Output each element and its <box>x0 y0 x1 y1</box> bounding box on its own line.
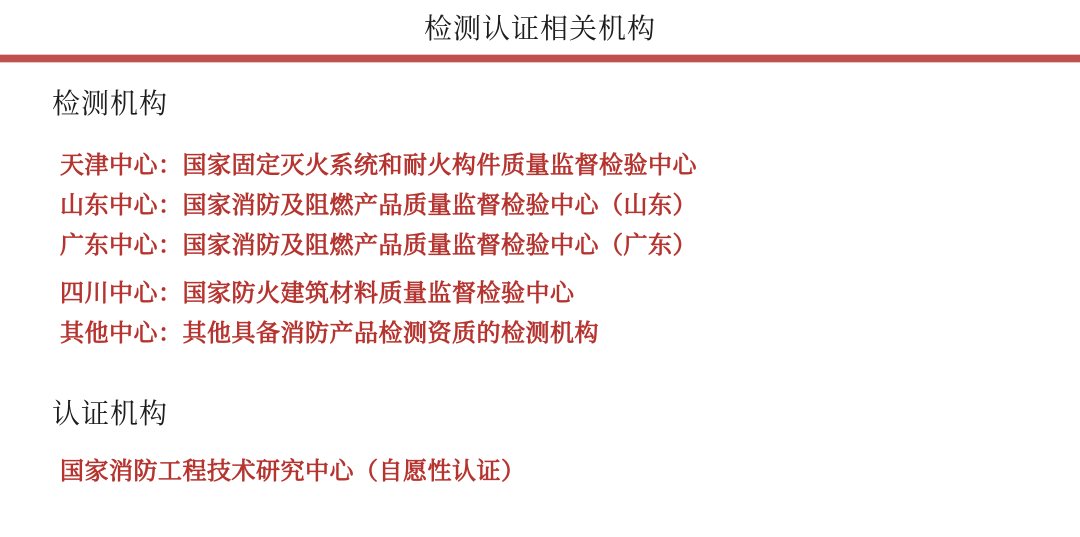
testing-org-item-other: 其他中心：其他具备消防产品检测资质的检测机构 <box>60 320 599 347</box>
certification-org-item-national-fire-engineering: 国家消防工程技术研究中心（自愿性认证） <box>60 458 526 485</box>
section-heading-testing-organizations: 检测机构 <box>52 88 169 119</box>
testing-org-item-tianjin: 天津中心：国家固定灭火系统和耐火构件质量监督检验中心 <box>60 152 697 179</box>
testing-org-item-shandong: 山东中心：国家消防及阻燃产品质量监督检验中心（山东） <box>60 192 697 219</box>
section-heading-certification-organizations: 认证机构 <box>52 398 169 429</box>
testing-org-item-guangdong: 广东中心：国家消防及阻燃产品质量监督检验中心（广东） <box>60 232 697 259</box>
title-divider <box>0 55 1080 62</box>
testing-org-item-sichuan: 四川中心：国家防火建筑材料质量监督检验中心 <box>60 280 575 307</box>
page-title: 检测认证相关机构 <box>423 13 656 44</box>
